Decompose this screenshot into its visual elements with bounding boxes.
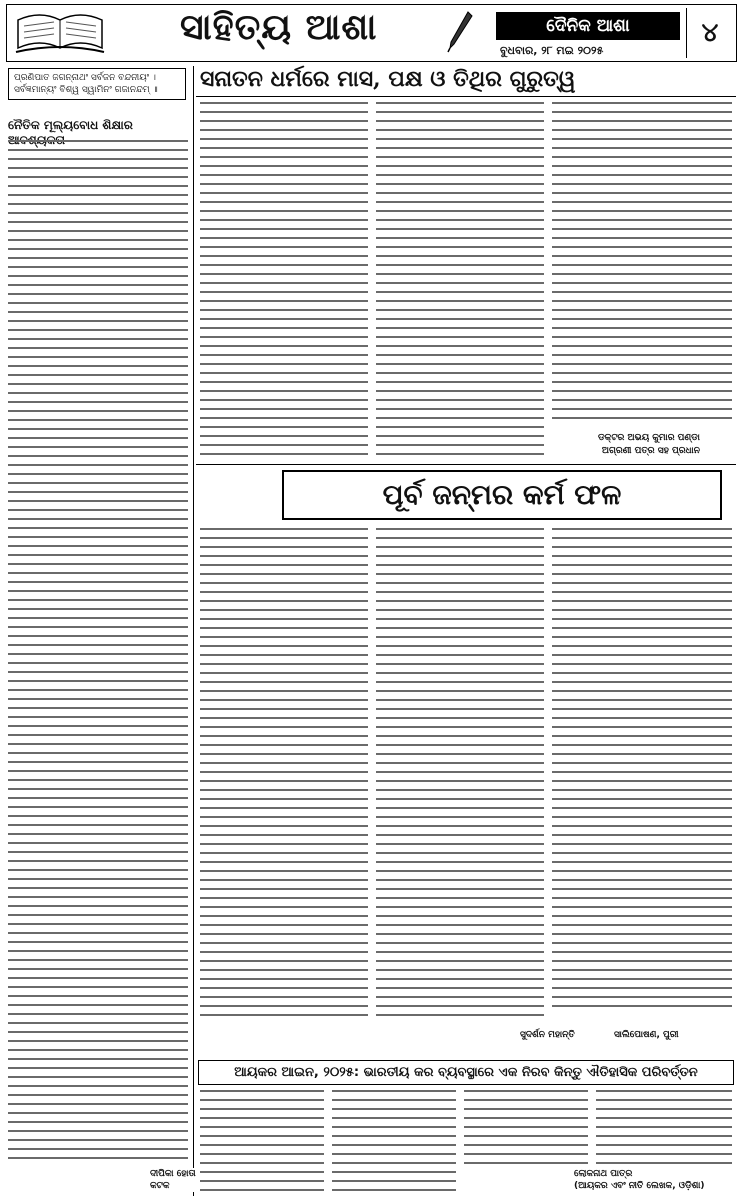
motto-line-1: ପ୍ରଣିପାତ ଜଗନ୍ନାଥଂ ସର୍ବଜନ ବନ୍ଦନୀୟଂ । <box>14 73 156 83</box>
article-body-tax-col3 <box>464 1090 588 1166</box>
article-body-tax-col1 <box>200 1090 324 1196</box>
byline-name: ଡକ୍ଟର ଅଭୟ କୁମାର ପଣ୍ଡା <box>598 433 700 443</box>
byline-place: କଟକ <box>150 1181 170 1191</box>
article-body-naitika <box>8 140 188 1160</box>
byline-tax <box>572 1168 707 1192</box>
column-divider <box>193 66 194 1196</box>
byline-karma-name: ସୁଦର୍ଶନ ମହାନ୍ତି <box>520 1030 575 1040</box>
article-body-karma-col1 <box>200 528 368 1026</box>
issue-date: ବୁଧବାର, ୨୮ ମଇ ୨୦୨୫ <box>500 44 604 57</box>
page-number: ୪ <box>686 8 733 58</box>
article-body-sanatan-col2 <box>376 102 544 462</box>
byline-name: ଦୀପିକା ହୋତା <box>150 1169 196 1179</box>
byline-name: ଲୋକନାଥ ପାତ୍ର <box>574 1169 633 1179</box>
article-body-tax-col4 <box>596 1090 732 1166</box>
divider <box>196 96 736 97</box>
fountain-pen-icon <box>446 10 474 54</box>
byline-karma-place: ସାଲିପୋଷଣ, ପୁରୀ <box>614 1030 679 1040</box>
motto-box <box>8 68 186 100</box>
byline-naitika <box>148 1168 198 1192</box>
article-body-tax-col2 <box>332 1090 456 1196</box>
divider <box>196 464 736 465</box>
article-body-karma-col3 <box>552 528 732 1024</box>
headline-karma: ପୂର୍ବ ଜନ୍ମର କର୍ମ ଫଳ <box>282 470 722 520</box>
section-title: ସାହିତ୍ୟ ଆଶା <box>180 6 378 48</box>
byline-role: (ଆୟକର ଏବଂ ନୀତି ଲେଖକ, ଓଡ଼ିଶା) <box>574 1181 705 1191</box>
headline-tax: ଆୟକର ଆଇନ, ୨୦୨୫: ଭାରତୀୟ କର ବ୍ୟବସ୍ଥାରେ ଏକ ନିରବ କିନ୍ତୁ ଐତିହାସିକ ପରିବର୍ତ୍ତନ <box>198 1060 734 1085</box>
article-body-sanatan-col3 <box>552 102 732 428</box>
byline-place: ଅଗ୍ରଣୀ ପତ୍ର ସହ ପ୍ରଧାନ <box>601 446 700 456</box>
article-body-sanatan-col1 <box>200 102 368 462</box>
newspaper-brand: ଦୈନିକ ଆଶା <box>496 12 680 40</box>
article-body-karma-col2 <box>376 528 544 1026</box>
headline-naitika: ନୈତିକ ମୂଲ୍ୟବୋଧ ଶିକ୍ଷାର <box>8 118 188 151</box>
headline-sanatan: ସନାତନ ଧର୍ମରେ ମାସ, ପକ୍ଷ ଓ ତିଥିର ଗୁରୁତ୍ୱ <box>200 66 576 92</box>
open-book-icon <box>12 8 108 58</box>
byline-sanatan <box>598 432 700 458</box>
motto-line-2: ସର୍ବଜ୍ଞମାନ୍ୟଂ ବିଶ୍ୱ ସ୍ୱାମିନଂ ଗଜାନନ୍ଦମ୍ ॥ <box>14 85 158 95</box>
